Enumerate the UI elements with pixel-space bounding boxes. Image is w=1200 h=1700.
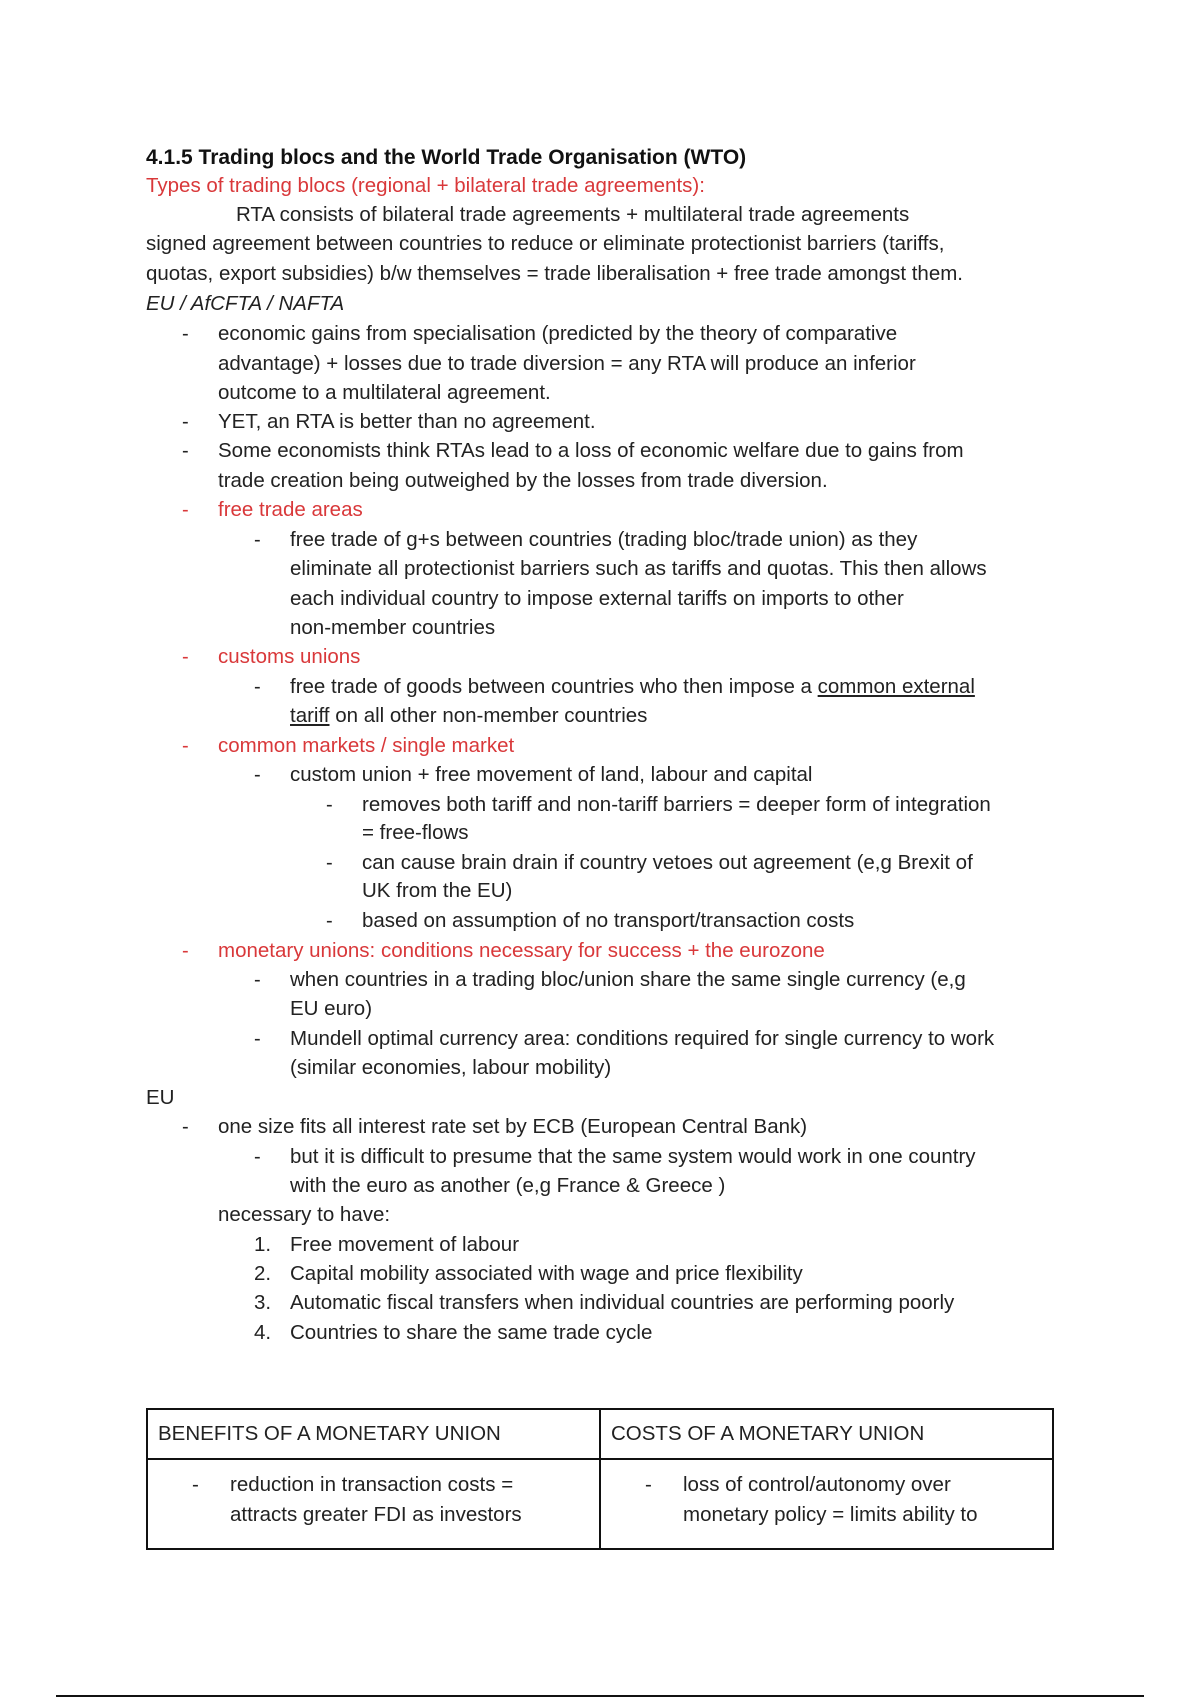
bullet-1-line-1: economic gains from specialisation (predicted by the theory of comparative (218, 322, 898, 345)
bullet-dash: - (254, 1146, 261, 1168)
cu-line-1 (290, 673, 975, 701)
benefits-cell (147, 1459, 600, 1549)
bullet-3-line-2: trade creation being outweighed by the losses from trade diversion. (218, 469, 828, 492)
bullet-dash: - (254, 529, 261, 551)
cm-sub1-line-2: = free-flows (362, 821, 469, 844)
fta-line-3: each individual country to impose external tariffs on imports to other (290, 587, 904, 610)
rta-line-1: RTA consists of bilateral trade agreements + multilateral trade agreements (236, 203, 910, 226)
cm-sub3: based on assumption of no transport/transaction costs (362, 909, 855, 932)
bullet-dash: - (182, 940, 189, 962)
costs-line-2: monetary policy = limits ability to (683, 1503, 978, 1526)
table-row (147, 1459, 1053, 1549)
bullet-dash: - (182, 646, 189, 668)
bullet-dash: - (182, 440, 189, 462)
list-num: 4. (254, 1321, 272, 1344)
types-heading: Types of trading blocs (regional + bilateral trade agreements): (146, 174, 705, 197)
cu-underlined-tariff: tariff (290, 704, 330, 727)
benefits-header: BENEFITS OF A MONETARY UNION (147, 1409, 600, 1459)
examples-line: EU / AfCFTA / NAFTA (146, 292, 345, 315)
table-header-row (147, 1409, 1053, 1459)
eu-b1: one size fits all interest rate set by ECB (European Central Bank) (218, 1115, 808, 1138)
costs-header: COSTS OF A MONETARY UNION (600, 1409, 1053, 1459)
fta-line-1: free trade of g+s between countries (trading bloc/trade union) as they (290, 528, 918, 551)
bullet-dash: - (326, 910, 333, 932)
bullet-dash: - (254, 1028, 261, 1050)
cu-line-1-text: free trade of goods between countries who then impose a (290, 675, 818, 698)
fta-line-4: non-member countries (290, 616, 496, 639)
list-item: Free movement of labour (290, 1233, 520, 1256)
list-num: 2. (254, 1262, 272, 1285)
bullet-dash: - (182, 323, 189, 345)
cm-sub2-line-1: can cause brain drain if country vetoes out agreement (e,g Brexit of (362, 851, 973, 874)
eu-sub-line-1: but it is difficult to presume that the same system would work in one country (290, 1145, 976, 1168)
bullet-dash: - (182, 1116, 189, 1138)
bullet-2: YET, an RTA is better than no agreement. (218, 410, 596, 433)
cm-heading: common markets / single market (218, 734, 515, 757)
rta-line-3: quotas, export subsidies) b/w themselves = trade liberalisation + free trade amongst them. (146, 262, 964, 285)
bullet-dash: - (182, 499, 189, 521)
fta-heading: free trade areas (218, 498, 363, 521)
cm-sub1-line-1: removes both tariff and non-tariff barriers = deeper form of integration (362, 793, 991, 816)
list-item: Capital mobility associated with wage and price flexibility (290, 1262, 803, 1285)
bullet-dash: - (326, 852, 333, 874)
necessary-label: necessary to have: (218, 1203, 391, 1226)
bullet-1-line-3: outcome to a multilateral agreement. (218, 381, 551, 404)
mu-b1-line-1: when countries in a trading bloc/union share the same single currency (e,g (290, 968, 966, 991)
rta-line-2: signed agreement between countries to reduce or eliminate protectionist barriers (tariffs, (146, 232, 945, 255)
bullet-dash: - (254, 969, 261, 991)
monetary-union-table (146, 1408, 1054, 1550)
fta-line-2: eliminate all protectionist barriers such as tariffs and quotas. This then allows (290, 557, 987, 580)
costs-cell (600, 1459, 1053, 1549)
cu-underlined-term: common external (817, 675, 975, 698)
bullet-dash: - (182, 411, 189, 433)
bullet-dash: - (182, 735, 189, 757)
cu-line-2 (290, 702, 647, 730)
benefits-line-1: reduction in transaction costs = (230, 1473, 514, 1496)
mu-b1-line-2: EU euro) (290, 997, 373, 1020)
mu-heading: monetary unions: conditions necessary for success + the eurozone (218, 939, 825, 962)
bullet-dash: - (326, 794, 333, 816)
cu-line-2-text: on all other non-member countries (329, 704, 648, 727)
list-item: Automatic fiscal transfers when individual countries are performing poorly (290, 1291, 955, 1314)
list-num: 3. (254, 1291, 272, 1314)
costs-line-1: loss of control/autonomy over (683, 1473, 951, 1496)
eu-label: EU (146, 1086, 175, 1109)
bullet-dash: - (192, 1473, 199, 1496)
list-item: Countries to share the same trade cycle (290, 1321, 653, 1344)
cu-heading: customs unions (218, 645, 361, 668)
cm-line: custom union + free movement of land, labour and capital (290, 763, 813, 786)
mu-b2-line-2: (similar economies, labour mobility) (290, 1056, 612, 1079)
list-num: 1. (254, 1233, 272, 1256)
bullet-dash: - (645, 1473, 652, 1496)
eu-sub-line-2: with the euro as another (e,g France & Greece ) (290, 1174, 726, 1197)
page-bottom-divider (56, 1695, 1144, 1697)
bullet-dash: - (254, 764, 261, 786)
mu-b2-line-1: Mundell optimal currency area: conditions required for single currency to work (290, 1027, 995, 1050)
bullet-dash: - (254, 676, 261, 698)
benefits-line-2: attracts greater FDI as investors (230, 1503, 522, 1526)
bullet-1-line-2: advantage) + losses due to trade diversion = any RTA will produce an inferior (218, 352, 916, 375)
page-title: 4.1.5 Trading blocs and the World Trade Organisation (WTO) (146, 146, 747, 169)
cm-sub2-line-2: UK from the EU) (362, 879, 513, 902)
bullet-3-line-1: Some economists think RTAs lead to a loss of economic welfare due to gains from (218, 439, 964, 462)
